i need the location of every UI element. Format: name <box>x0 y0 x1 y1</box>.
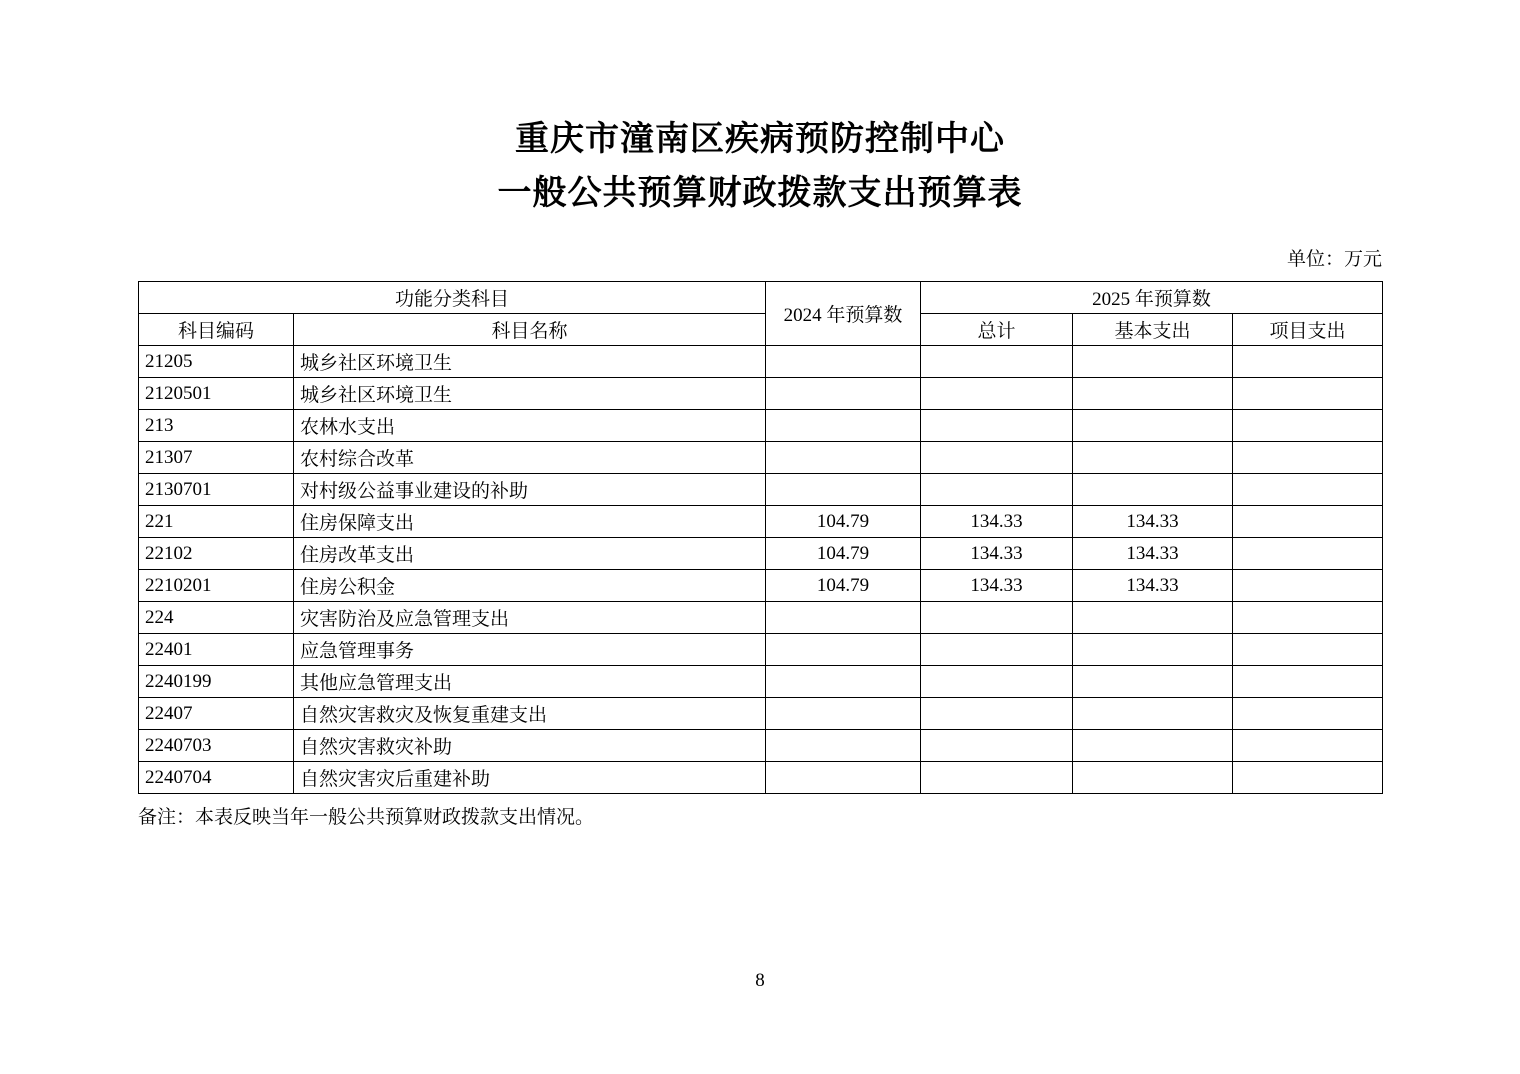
cell-2024-budget <box>766 730 921 762</box>
cell-subject-name: 其他应急管理支出 <box>294 666 766 698</box>
cell-2025-total <box>921 698 1073 730</box>
cell-2024-budget <box>766 666 921 698</box>
cell-2025-project <box>1233 634 1383 666</box>
cell-2025-total <box>921 474 1073 506</box>
cell-subject-name: 农村综合改革 <box>294 442 766 474</box>
header-functional-category: 功能分类科目 <box>139 282 766 314</box>
table-head <box>139 282 1383 346</box>
page-number: 8 <box>755 970 765 991</box>
cell-2025-project <box>1233 538 1383 570</box>
cell-2025-total <box>921 410 1073 442</box>
cell-2025-project <box>1233 666 1383 698</box>
cell-subject-code: 213 <box>139 410 294 442</box>
cell-subject-code: 2210201 <box>139 570 294 602</box>
cell-2024-budget <box>766 378 921 410</box>
cell-2025-total: 134.33 <box>921 538 1073 570</box>
cell-2025-total <box>921 634 1073 666</box>
table-row <box>139 506 1383 538</box>
header-2024-budget: 2024 年预算数 <box>766 282 921 346</box>
cell-2025-project <box>1233 442 1383 474</box>
cell-2025-project <box>1233 698 1383 730</box>
table-row <box>139 538 1383 570</box>
header-total: 总计 <box>921 314 1073 346</box>
cell-subject-code: 224 <box>139 602 294 634</box>
cell-2025-basic <box>1073 442 1233 474</box>
cell-2025-basic <box>1073 410 1233 442</box>
cell-subject-name: 自然灾害灾后重建补助 <box>294 762 766 794</box>
cell-subject-name: 应急管理事务 <box>294 634 766 666</box>
cell-subject-name: 自然灾害救灾补助 <box>294 730 766 762</box>
cell-subject-name: 灾害防治及应急管理支出 <box>294 602 766 634</box>
cell-2025-project <box>1233 762 1383 794</box>
cell-2024-budget <box>766 698 921 730</box>
cell-2025-project <box>1233 570 1383 602</box>
cell-2025-total <box>921 666 1073 698</box>
cell-2025-total <box>921 762 1073 794</box>
header-basic-expenditure: 基本支出 <box>1073 314 1233 346</box>
cell-2025-total <box>921 346 1073 378</box>
cell-2024-budget <box>766 410 921 442</box>
cell-2025-project <box>1233 506 1383 538</box>
cell-subject-code: 2130701 <box>139 474 294 506</box>
table-row <box>139 474 1383 506</box>
cell-subject-code: 22102 <box>139 538 294 570</box>
header-2025-budget: 2025 年预算数 <box>921 282 1383 314</box>
cell-2024-budget: 104.79 <box>766 570 921 602</box>
cell-2025-total <box>921 378 1073 410</box>
table-row <box>139 346 1383 378</box>
table-row <box>139 602 1383 634</box>
cell-2025-project <box>1233 730 1383 762</box>
cell-2025-project <box>1233 346 1383 378</box>
cell-2024-budget <box>766 634 921 666</box>
cell-subject-code: 22407 <box>139 698 294 730</box>
document-header <box>0 0 1520 220</box>
cell-subject-code: 21205 <box>139 346 294 378</box>
budget-table <box>138 281 1383 794</box>
cell-2025-basic: 134.33 <box>1073 506 1233 538</box>
cell-subject-code: 22401 <box>139 634 294 666</box>
table-body <box>139 346 1383 794</box>
header-subject-code: 科目编码 <box>139 314 294 346</box>
cell-2025-project <box>1233 474 1383 506</box>
unit-label: 单位：万元 <box>1286 249 1382 270</box>
table-row <box>139 762 1383 794</box>
cell-subject-code: 2120501 <box>139 378 294 410</box>
cell-2024-budget <box>766 602 921 634</box>
cell-2024-budget: 104.79 <box>766 506 921 538</box>
header-project-expenditure: 项目支出 <box>1233 314 1383 346</box>
cell-subject-name: 自然灾害救灾及恢复重建支出 <box>294 698 766 730</box>
table-row <box>139 634 1383 666</box>
cell-subject-code: 221 <box>139 506 294 538</box>
cell-subject-name: 对村级公益事业建设的补助 <box>294 474 766 506</box>
cell-2025-basic <box>1073 474 1233 506</box>
cell-subject-code: 2240199 <box>139 666 294 698</box>
cell-2025-total <box>921 602 1073 634</box>
cell-subject-name: 城乡社区环境卫生 <box>294 346 766 378</box>
cell-2025-total <box>921 442 1073 474</box>
cell-subject-name: 城乡社区环境卫生 <box>294 378 766 410</box>
cell-subject-code: 21307 <box>139 442 294 474</box>
table-header-row-1 <box>139 282 1383 314</box>
cell-2025-basic <box>1073 666 1233 698</box>
table-note: 备注：本表反映当年一般公共预算财政拨款支出情况。 <box>138 807 595 828</box>
cell-2025-basic <box>1073 698 1233 730</box>
budget-table-container <box>138 281 1382 794</box>
cell-2025-basic <box>1073 730 1233 762</box>
cell-2024-budget <box>766 474 921 506</box>
cell-2025-total <box>921 730 1073 762</box>
table-row <box>139 730 1383 762</box>
table-row <box>139 410 1383 442</box>
cell-2024-budget <box>766 442 921 474</box>
cell-subject-code: 2240703 <box>139 730 294 762</box>
table-row <box>139 378 1383 410</box>
table-header-row-2 <box>139 314 1383 346</box>
cell-2025-basic <box>1073 634 1233 666</box>
table-row <box>139 698 1383 730</box>
table-row <box>139 442 1383 474</box>
cell-2025-basic <box>1073 602 1233 634</box>
cell-subject-code: 2240704 <box>139 762 294 794</box>
cell-subject-name: 住房公积金 <box>294 570 766 602</box>
page-title-line-2: 一般公共预算财政拨款支出预算表 <box>497 174 1023 212</box>
cell-subject-name: 农林水支出 <box>294 410 766 442</box>
table-row <box>139 570 1383 602</box>
cell-2025-basic: 134.33 <box>1073 538 1233 570</box>
cell-subject-name: 住房改革支出 <box>294 538 766 570</box>
cell-2025-basic <box>1073 378 1233 410</box>
table-row <box>139 666 1383 698</box>
page-title-line-1: 重庆市潼南区疾病预防控制中心 <box>515 120 1005 158</box>
header-subject-name: 科目名称 <box>294 314 766 346</box>
cell-2025-basic <box>1073 346 1233 378</box>
cell-2025-project <box>1233 410 1383 442</box>
cell-2025-project <box>1233 378 1383 410</box>
cell-2024-budget <box>766 762 921 794</box>
cell-subject-name: 住房保障支出 <box>294 506 766 538</box>
cell-2025-basic <box>1073 762 1233 794</box>
cell-2025-basic: 134.33 <box>1073 570 1233 602</box>
cell-2025-total: 134.33 <box>921 506 1073 538</box>
cell-2024-budget: 104.79 <box>766 538 921 570</box>
cell-2025-project <box>1233 602 1383 634</box>
cell-2024-budget <box>766 346 921 378</box>
cell-2025-total: 134.33 <box>921 570 1073 602</box>
